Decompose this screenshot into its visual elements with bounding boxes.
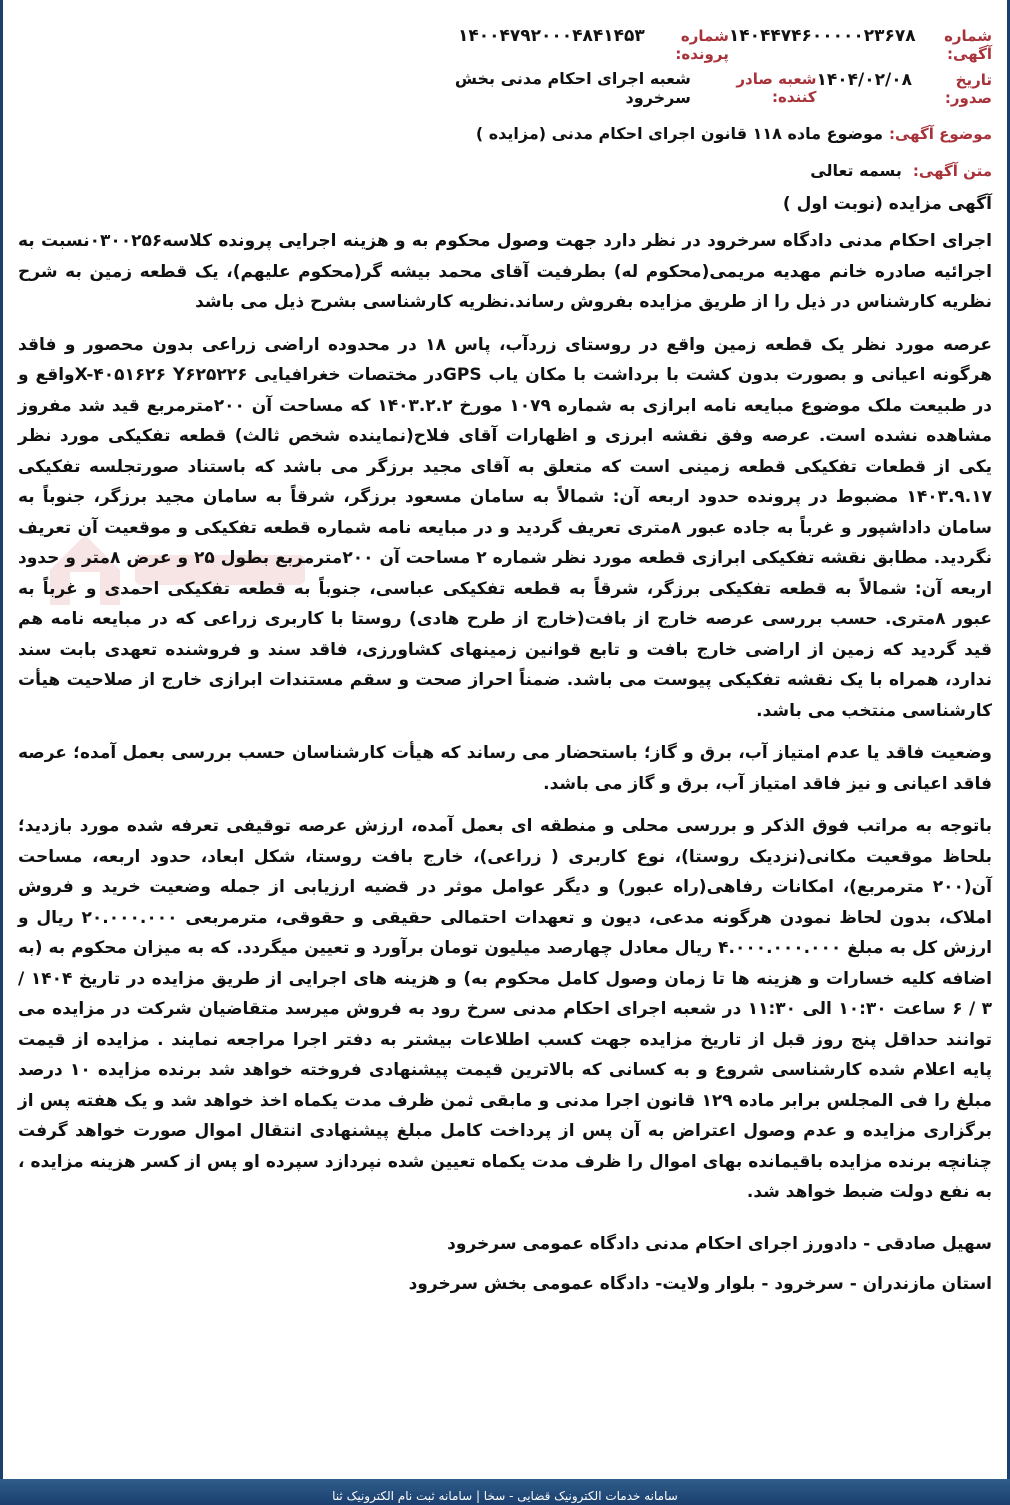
paragraph-intro: اجرای احکام مدنی دادگاه سرخرود در نظر دارد جهت وصول محکوم به و هزینه اجرایی پرونده کلاسه۰۳۰۰۲۵۶نسبت به اجرائیه صادره خانم مهدیه مریمی(محکوم له) بطرفیت آقای محمد بیشه گر(محکوم علیهم)، یک قطعه زمین به شرح نظریه کارشناس در ذیل را از طریق مزایده بفروش رساند.نظریه کارشناسی بشرح ذیل می باشد xyxy=(18,231,993,312)
issue-date-field xyxy=(817,70,992,107)
issuer-label: شعبه صادر کننده: xyxy=(736,70,817,106)
issuer-field xyxy=(408,69,817,107)
footer-text: سامانه خدمات الکترونیک قضایی - سخا | سامانه ثبت نام الکترونیک ثنا xyxy=(332,1489,678,1503)
ad-number-label: شماره آگهی: xyxy=(944,26,992,63)
text-intro: بسمه تعالی xyxy=(810,161,902,180)
text-label: متن آگهی: xyxy=(912,162,992,180)
ad-number-field xyxy=(729,26,992,63)
issue-date-label: تاریخ صدور: xyxy=(944,70,992,107)
paragraph-property-description: عرصه مورد نظر یک قطعه زمین واقع در روستای زردآب، پاس ۱۸ در محدوده اراضی زراعی بدون محصور و فاقد هرگونه اعیانی و بصورت بدون کشت با برداشت با مکان یاب GPSدر مختصات خغرافیایی X-۴۰۵۱۶۲۶ Y۶۲۵۲۲۶واقع و در طبیعت ملک موضوع مبایعه نامه ابرازی به شماره ۱۰۷۹ مورخ ۱۴۰۳.۲.۲ که مساحت آن ۲۰۰مترمربع قید شد مفروز مشاهده نشده است. عرصه وفق نقشه ابرزی و اظهارات آقای فلاح(نماینده شخص ثالث) قطعه تفکیکی مورد نظر یکی از قطعات تفکیکی قطعه زمینی است که متعلق به آقای مجید برزگر می باشد که باستناد صورتجلسه تفکیکی ۱۴۰۳.۹.۱۷ مضبوط در پرونده حدود اربعه آن: شمالاً به سامان مسعود برزگر، شرقاً به سامان مجید برزگر، جنوباً به سامان داداشپور و غرباً به جاده عبور ۸متری تعریف گردید و در مبایعه نامه شماره قطعه تفکیکی و موقعیت آن تعریف نگردید. مطابق نقشه تفکیکی ابرازی قطعه مورد نظر شماره ۲ مساحت آن ۲۰۰مترمربع بطول ۲۵ و عرض ۸متر و حدود اربعه آن: شمالاً به قطعه تفکیکی برزگر، شرقاً به قطعه تفکیکی عباسی، جنوباً به قطعه تفکیکی احمدی و غرباً به عبور ۸متری. حسب بررسی عرصه خارج از بافت(خارج از طرح هادی) روستا با کاربری زراعی که در مبایعه نامه هم قید گردید که زمین از اراضی خارج بافت و تابع قوانین زمینهای کشاورزی، فاقد سند و فروشنده تعهدی بابت سند ندارد، همراه با یک نقشه تفکیکی پیوست می باشد. ضمناً احراز صحت و سقم مستندات ابرازی خارج از صلاحیت هیأت کارشناسی منتخب می باشد. xyxy=(18,334,993,721)
ad-document xyxy=(18,22,992,1304)
paragraph-valuation-auction: باتوجه به مراتب فوق الذکر و بررسی محلی و منطقه ای بعمل آمده، ارزش عرصه توقیفی تعرفه شده مورد بازدید؛ بلحاظ موقعیت مکانی(نزدیک روستا)، نوع کاربری ( زراعی)، خارج بافت روستا، شکل ابعاد، حدود اربعه، مساحت آن(۲۰۰ مترمربع)، امکانات رفاهی(راه عبور) و دیگر عوامل موثر در قضیه ارزیابی از جمله وضعیت خرید و فروش املاک، بدون لحاظ نمودن هرگونه مدعی، دیون و تعهدات احتمالی حقیقی و حقوقی، مترمربعی ۲۰.۰۰۰.۰۰۰ ریال و ارزش کل به مبلغ ۴.۰۰۰.۰۰۰.۰۰۰ ریال معادل چهارصد میلیون تومان برآورد و تعیین میگردد. که به میزان محکوم به (به اضافه کلیه خسارات و هزینه ها تا زمان وصول کامل محکوم به) و هزینه های اجرایی از طریق مزایده در تاریخ ۱۴۰۴ / ۳ / ۶ ساعت ۱۰:۳۰ الی ۱۱:۳۰ در شعبه اجرای احکام مدنی سرخ رود به فروش میرسد متقاضیان شرکت در مزایده می توانند حداقل پنج روز قبل از تاریخ مزایده جهت کسب اطلاعات بیشتر به دفتر اجرا مراجعه نمایند . مزایده از قیمت پایه اعلام شده کارشناسی شروع و به کسانی که بالاترین قیمت پیشنهادی فروخته خواهد شد برنده مزایده ۱۰ درصد مبلغ را فی المجلس برابر ماده ۱۲۹ قانون اجرا مدنی و مابقی ثمن ظرف مدت یکماه اخذ خواهد شد و یک هفته پس از برگزاری مزایده و عدم وصول اعتراض به آن پس از پرداخت کامل مبلغ پیشنهادی انتقال اموال صورت خواهد گرفت چنانچه برنده مزایده باقیمانده بهای اموال را ظرف مدت یکماه تعیین شده نپردازد سپرده او پس از کسر هزینه مزایده ، به نفع دولت ضبط خواهد شد. xyxy=(18,816,993,1202)
issue-date-value: ۱۴۰۴/۰۲/۰۸ xyxy=(816,69,912,90)
subject-label: موضوع آگهی: xyxy=(888,125,992,143)
signature: سهیل صادقی - دادورز اجرای احکام مدنی دادگاه عمومی سرخرود xyxy=(447,1233,992,1254)
paragraph-utilities: وضعیت فاقد یا عدم امتیاز آب، برق و گاز؛ باستحضار می رساند که هیأت کارشناسان حسب بررسی بعمل آمده؛ عرصه فاقد اعیانی و نیز فاقد امتیاز آب، برق و گاز می باشد. xyxy=(18,743,992,794)
subject-value: موضوع ماده ۱۱۸ قانون اجرای احکام مدنی (مزایده ) xyxy=(475,124,883,143)
file-number-label: شماره پرونده: xyxy=(675,26,729,63)
issuer-value: شعبه اجرای احکام مدنی بخش سرخرود xyxy=(454,69,691,107)
subject-field xyxy=(476,124,992,143)
file-number-field xyxy=(458,26,729,63)
address: استان مازندران - سرخرود - بلوار ولایت- دادگاه عمومی بخش سرخرود xyxy=(408,1273,992,1294)
header-row-1 xyxy=(18,22,992,66)
file-number-value: ۱۴۰۰۴۷۹۲۰۰۰۴۸۴۱۴۵۳ xyxy=(458,25,645,46)
header-row-2 xyxy=(18,66,992,110)
text-field xyxy=(18,161,992,180)
ad-number-value: ۱۴۰۴۴۷۴۶۰۰۰۰۰۲۳۶۷۸ xyxy=(728,25,916,46)
ad-title: آگهی مزایده (نوبت اول ) xyxy=(782,194,992,214)
footer-bar xyxy=(0,1479,1010,1505)
